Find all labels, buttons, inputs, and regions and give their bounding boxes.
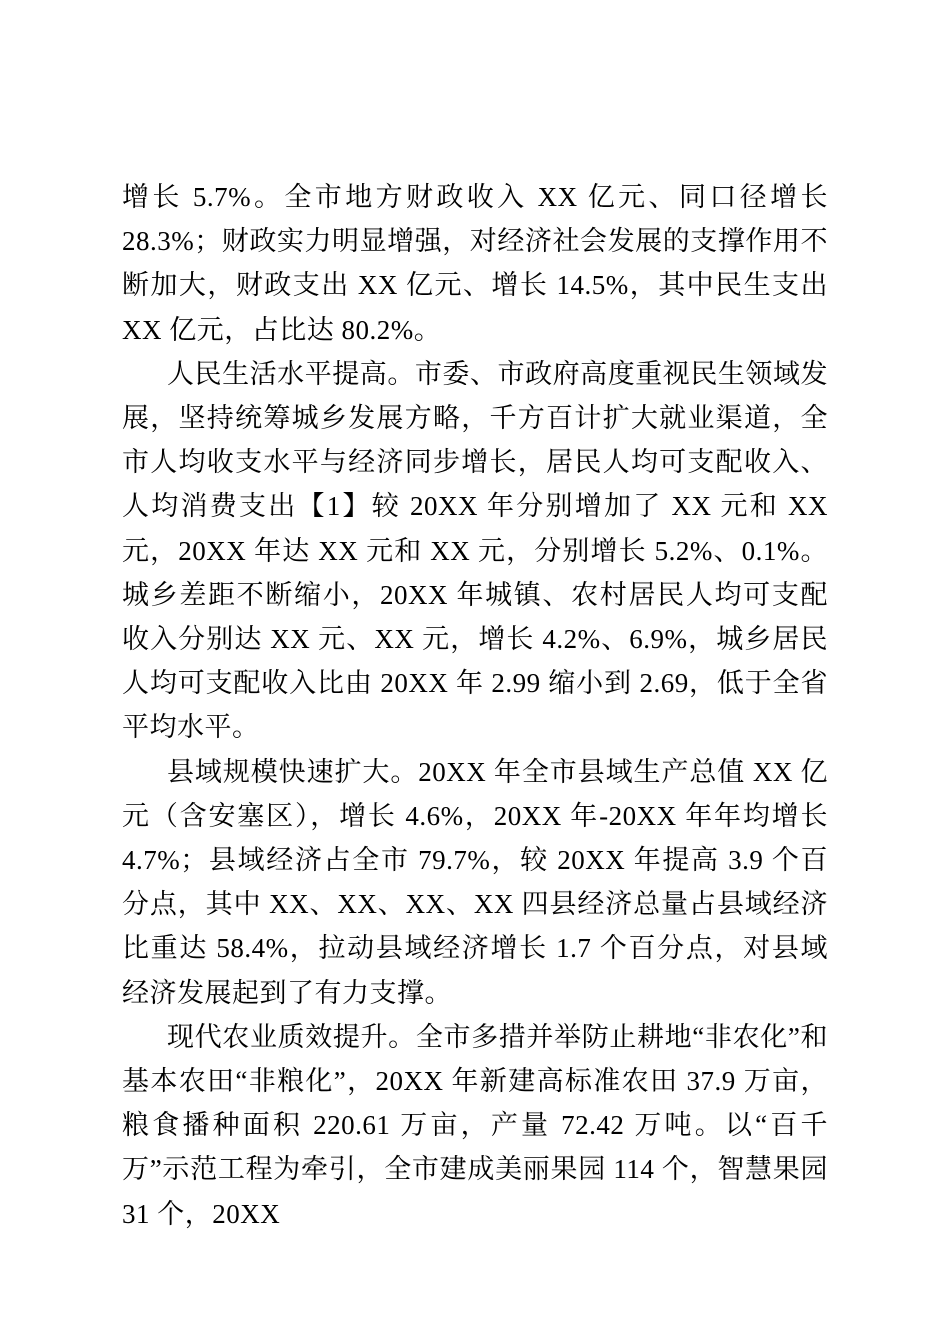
- document-body: [122, 175, 828, 1236]
- paragraph-county-economy: 县域规模快速扩大。20XX 年全市县域生产总值 XX 亿元（含安塞区），增长 4.6%，20XX 年-20XX 年年均增长 4.7%；县域经济占全市 79.7%，较 20XX 年提高 3.9 个百分点，其中 XX、XX、XX、XX 四县经济总量占县域经济比重达 58.4%，拉动县域经济增长 1.7 个百分点，对县域经济发展起到了有力支撑。: [122, 756, 828, 1008]
- paragraph-fiscal-revenue: 增长 5.7%。全市地方财政收入 XX 亿元、同口径增长 28.3%；财政实力明显增强，对经济社会发展的支撑作用不断加大，财政支出 XX 亿元、增长 14.5%，其中民生支出 XX 亿元，占比达 80.2%。: [122, 182, 828, 345]
- paragraph-modern-agriculture: 现代农业质效提升。全市多措并举防止耕地“非农化”和基本农田“非粮化”，20XX 年新建高标准农田 37.9 万亩，粮食播种面积 220.61 万亩，产量 72.42 万吨。以“百千万”示范工程为牵引，全市建成美丽果园 114 个，智慧果园 31 个，20XX: [122, 1021, 828, 1229]
- paragraph-living-standards: 人民生活水平提高。市委、市政府高度重视民生领域发展，坚持统筹城乡发展方略，千方百计扩大就业渠道，全市人均收支水平与经济同步增长，居民人均可支配收入、人均消费支出【1】较 20XX 年分别增加了 XX 元和 XX 元，20XX 年达 XX 元和 XX 元，分别增长 5.2%、0.1%。城乡差距不断缩小，20XX 年城镇、农村居民人均可支配收入分别达 XX 元、XX 元，增长 4.2%、6.9%，城乡居民人均可支配收入比由 20XX 年 2.99 缩小到 2.69，低于全省平均水平。: [122, 358, 828, 743]
